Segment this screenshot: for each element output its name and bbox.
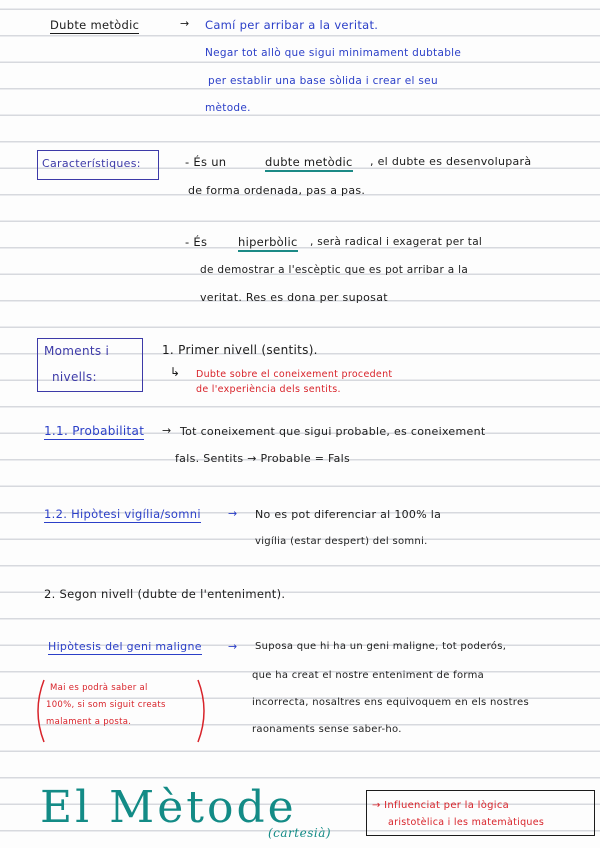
bullet-2-line-3: veritat. Res es dona per suposat	[200, 291, 388, 304]
footer-note-line-2: aristotèlica i les matemàtiques	[388, 817, 545, 828]
sleep-heading: 1.2. Hipòtesi vigília/somni	[44, 507, 201, 521]
evil-genius-line-1: Suposa que hi ha un geni maligne, tot poderós,	[255, 641, 507, 652]
moments-label-line-2: nivells:	[52, 370, 97, 384]
term-hiperbolic: hiperbòlic	[238, 235, 298, 252]
header-line-2: Negar tot allò que sigui minimament dubtable	[205, 47, 462, 59]
sleep-line-2: vigília (estar despert) del somni.	[255, 536, 428, 547]
probability-line-1: Tot coneixement que sigui probable, es coneixement	[180, 425, 486, 438]
header-line-1: Camí per arribar a la veritat.	[205, 18, 379, 32]
evil-genius-note-line-3: malament a posta.	[46, 717, 132, 727]
footer-subtitle: (cartesià)	[268, 826, 332, 840]
bullet-2-dash: - És	[185, 235, 208, 249]
level-1-title: 1. Primer nivell (sentits).	[162, 343, 318, 357]
bullet-2-line-2: de demostrar a l'escèptic que es pot arribar a la	[200, 264, 469, 276]
footer-note-box	[366, 790, 595, 836]
bullet-1-line-2: de forma ordenada, pas a pas.	[188, 184, 366, 197]
term-dubte-metodic: dubte metòdic	[265, 155, 353, 172]
bullet-1-dash: - És un	[185, 155, 227, 169]
section-title-dubte-metodic: Dubte metòdic	[50, 18, 140, 32]
evil-genius-note-line-2: 100%, si som siguit creats	[46, 700, 166, 710]
probability-line-2: fals. Sentits → Probable = Fals	[175, 452, 351, 465]
level-2-title: 2. Segon nivell (dubte de l'enteniment).	[44, 587, 286, 601]
header-line-4: mètode.	[205, 102, 251, 114]
return-arrow-icon: ↳	[170, 365, 181, 379]
sleep-line-1: No es pot diferenciar al 100% la	[255, 508, 442, 521]
level-1-note-line-1: Dubte sobre el coneixement procedent	[196, 369, 393, 380]
footer-title: El Mètode	[40, 782, 297, 833]
footer-note-line-1: → Influenciat per la lògica	[372, 800, 510, 811]
evil-genius-line-2: que ha creat el nostre enteniment de forma	[252, 670, 485, 681]
moments-label-line-1: Moments i	[44, 344, 110, 358]
evil-genius-heading: Hipòtesis del geni maligne	[48, 640, 202, 653]
characteristics-label: Característiques:	[42, 157, 141, 170]
arrow-icon: →	[228, 640, 238, 653]
level-1-note-line-2: de l'experiència dels sentits.	[196, 384, 341, 395]
arrow-icon: →	[180, 17, 190, 30]
arrow-icon: →	[228, 507, 238, 520]
bullet-2-rest: , serà radical i exagerat per tal	[310, 236, 483, 248]
evil-genius-note-line-1: Mai es podrà saber al	[50, 683, 148, 693]
probability-heading: 1.1. Probabilitat	[44, 424, 145, 438]
arrow-icon: →	[162, 424, 172, 437]
evil-genius-line-3: incorrecta, nosaltres ens equivoquem en els nostres	[252, 697, 529, 708]
evil-genius-line-4: raonaments sense saber-ho.	[252, 724, 402, 735]
header-line-3: per establir una base sòlida i crear el seu	[208, 75, 438, 87]
bullet-1-rest: , el dubte es desenvoluparà	[370, 155, 532, 168]
